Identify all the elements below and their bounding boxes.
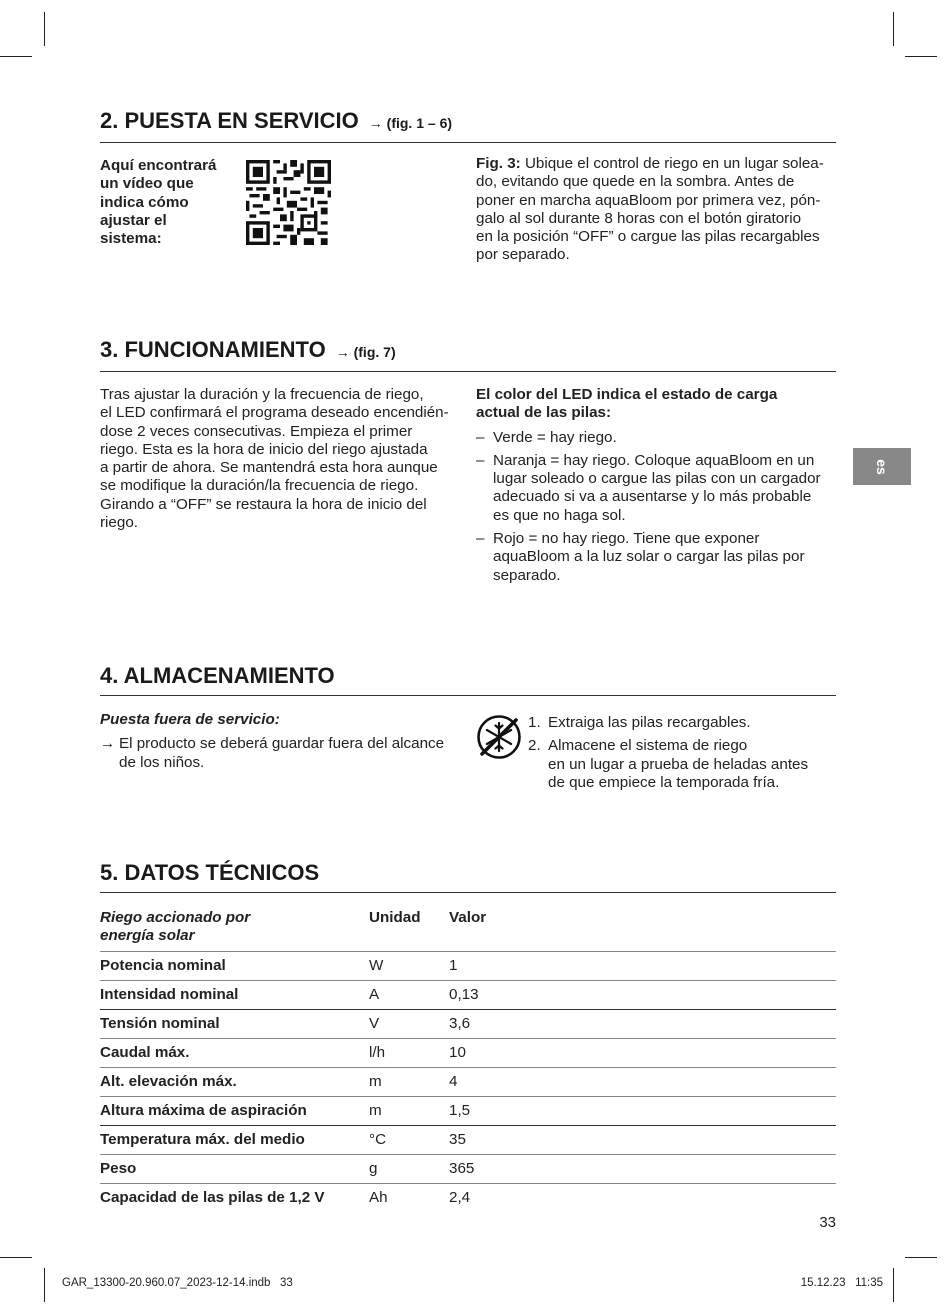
heading-line: actual de las pilas: (476, 404, 612, 422)
table-row (100, 1125, 836, 1154)
figure-3-text: Ubique el control de riego en un lugar solea- (520, 155, 824, 172)
header-cell-value: Valor (449, 904, 836, 951)
figure-3-line: por separado. (476, 246, 570, 264)
subheading: Puesta fuera de servicio: (100, 711, 280, 728)
section-title-text: 3. FUNCIONAMIENTO (100, 337, 326, 362)
row-value: 3,6 (449, 1009, 836, 1038)
figure-3-line (476, 155, 846, 173)
step-number: 1. (528, 714, 541, 731)
heading-line: El color del LED indica el estado de carga (476, 386, 778, 403)
row-value: 1,5 (449, 1096, 836, 1125)
row-label: Alt. elevación máx. (100, 1067, 369, 1096)
video-note-line: sistema: (100, 230, 162, 248)
paragraph-line: dose 2 veces consecutivas. Empieza el primer (100, 422, 413, 440)
paragraph-line: se modifique la duración/la frecuencia de riego. (100, 477, 419, 495)
row-label: Altura máxima de aspiración (100, 1096, 369, 1125)
list-item-line: – Naranja = hay riego. Coloque aquaBloom en un (493, 451, 815, 469)
arrow-right-icon: → (100, 735, 116, 753)
figure-3-line: poner en marcha aquaBloom por primera vez, pón- (476, 191, 821, 209)
step-number: 2. (528, 737, 541, 755)
row-value: 35 (449, 1125, 836, 1154)
table-row (100, 951, 836, 980)
section-title-text: 4. ALMACENAMIENTO (100, 663, 335, 688)
section-title-text: 2. PUESTA EN SERVICIO (100, 108, 359, 133)
language-tab (853, 448, 911, 485)
footer-date: 15.12.23 11:35 (800, 1277, 883, 1289)
video-note-line: un vídeo que (100, 175, 194, 193)
led-status-heading (476, 386, 846, 423)
paragraph-line: Tras ajustar la duración y la frecuencia de riego, (100, 386, 424, 403)
figure-reference: → (fig. 1 – 6) (368, 115, 453, 131)
crop-mark (44, 1268, 45, 1302)
header-line: energía solar (100, 927, 195, 945)
crop-mark (893, 12, 894, 46)
step-line: Extraiga las pilas recargables. (548, 714, 751, 731)
row-label: Tensión nominal (100, 1009, 369, 1038)
crop-mark (0, 1257, 32, 1258)
figure-reference: → (fig. 7) (335, 344, 396, 360)
led-status-item-red (476, 530, 846, 585)
instruction-item (100, 735, 470, 772)
figure-3-line: galo al sol durante 8 horas con el botón giratorio (476, 209, 802, 227)
puesta-fuera-block (100, 711, 470, 772)
no-frost-icon (476, 714, 522, 760)
list-item-line: separado. (493, 566, 561, 584)
funcionamiento-description (100, 386, 470, 532)
storage-steps (528, 714, 848, 797)
list-item-line: es que no haga sol. (493, 506, 626, 524)
crop-mark (905, 56, 937, 57)
storage-steps-list (528, 714, 848, 792)
instruction-line: de los niños. (119, 753, 205, 771)
crop-mark (0, 56, 32, 57)
page-number: 33 (819, 1214, 836, 1231)
led-status-block (476, 386, 846, 590)
technical-data-table (100, 904, 836, 1212)
list-item-line: – Rojo = no hay riego. Tiene que exponer (493, 530, 760, 548)
paragraph-line: riego. (100, 514, 138, 532)
section-title-datos-tecnicos (100, 860, 836, 893)
paragraph-line: riego. Esta es la hora de inicio del riego ajustada (100, 440, 428, 458)
table-row (100, 1096, 836, 1125)
row-unit: m (369, 1067, 449, 1096)
row-unit: g (369, 1154, 449, 1183)
table-row (100, 1154, 836, 1183)
crop-mark (905, 1257, 937, 1258)
row-unit: m (369, 1096, 449, 1125)
crop-mark (893, 1268, 894, 1302)
figure-3-description (476, 155, 846, 265)
section-title-puesta-en-servicio (100, 108, 836, 143)
paragraph-line: a partir de ahora. Se mantendrá esta hora aunque (100, 459, 438, 477)
crop-mark (44, 12, 45, 46)
paragraph-line: el LED confirmará el programa deseado encendién- (100, 404, 449, 422)
video-note-line: Aquí encontrará (100, 157, 217, 174)
list-item-line: lugar soleado o cargue las pilas con un cargador (493, 470, 821, 488)
instruction-line: El producto se deberá guardar fuera del alcance (119, 735, 445, 753)
qr-code-icon[interactable] (246, 160, 331, 245)
section-title-funcionamiento (100, 337, 836, 372)
row-value: 0,13 (449, 980, 836, 1009)
row-label: Caudal máx. (100, 1038, 369, 1067)
row-unit: W (369, 951, 449, 980)
list-item-line: aquaBloom a la luz solar o cargar las pilas por (493, 548, 805, 566)
step-line: Almacene el sistema de riego (548, 737, 748, 755)
step-line: en un lugar a prueba de heladas antes (548, 755, 809, 773)
row-value: 4 (449, 1067, 836, 1096)
row-unit: °C (369, 1125, 449, 1154)
video-note-line: ajustar el (100, 211, 167, 229)
led-status-list (476, 429, 846, 585)
footer-file-info: GAR_13300-20.960.07_2023-12-14.indb 33 (62, 1277, 293, 1289)
table-row (100, 1038, 836, 1067)
list-item-line: – Verde = hay riego. (493, 428, 617, 446)
table-row (100, 1009, 836, 1038)
row-unit: V (369, 1009, 449, 1038)
row-label: Intensidad nominal (100, 980, 369, 1009)
row-label: Capacidad de las pilas de 1,2 V (100, 1188, 325, 1206)
table-row (100, 1183, 836, 1212)
row-value: 2,4 (449, 1188, 471, 1206)
row-label: Temperatura máx. del medio (100, 1125, 369, 1154)
row-value: 1 (449, 951, 836, 980)
language-tab-label: es (873, 458, 890, 475)
row-unit: A (369, 980, 449, 1009)
header-cell-product (100, 904, 369, 951)
table-row (100, 1067, 836, 1096)
table-row (100, 980, 836, 1009)
row-unit: l/h (369, 1038, 449, 1067)
led-status-item-green (476, 429, 846, 447)
video-note-line: indica cómo (100, 193, 189, 211)
figure-3-line: en la posición “OFF” o cargue las pilas recargables (476, 228, 820, 246)
row-label: Peso (100, 1154, 369, 1183)
row-unit: Ah (369, 1188, 388, 1206)
row-value: 365 (449, 1154, 836, 1183)
list-item-line: adecuado si va a ausentarse y lo más probable (493, 488, 812, 506)
video-note (100, 157, 240, 248)
section-title-text: 5. DATOS TÉCNICOS (100, 860, 320, 885)
header-line: Riego accionado por (100, 909, 251, 926)
led-status-item-orange (476, 452, 846, 525)
storage-step (528, 714, 848, 732)
section-title-almacenamiento (100, 663, 836, 696)
figure-3-line: do, evitando que quede en la sombra. Antes de (476, 173, 795, 191)
paragraph-line: Girando a “OFF” se restaura la hora de inicio del (100, 495, 427, 513)
header-cell-unit: Unidad (369, 904, 449, 951)
storage-step (528, 737, 848, 792)
figure-label: Fig. 3: (476, 155, 521, 172)
step-line: de que empiece la temporada fría. (548, 773, 780, 791)
table-header-row (100, 904, 836, 951)
row-label: Potencia nominal (100, 951, 369, 980)
row-value: 10 (449, 1038, 836, 1067)
